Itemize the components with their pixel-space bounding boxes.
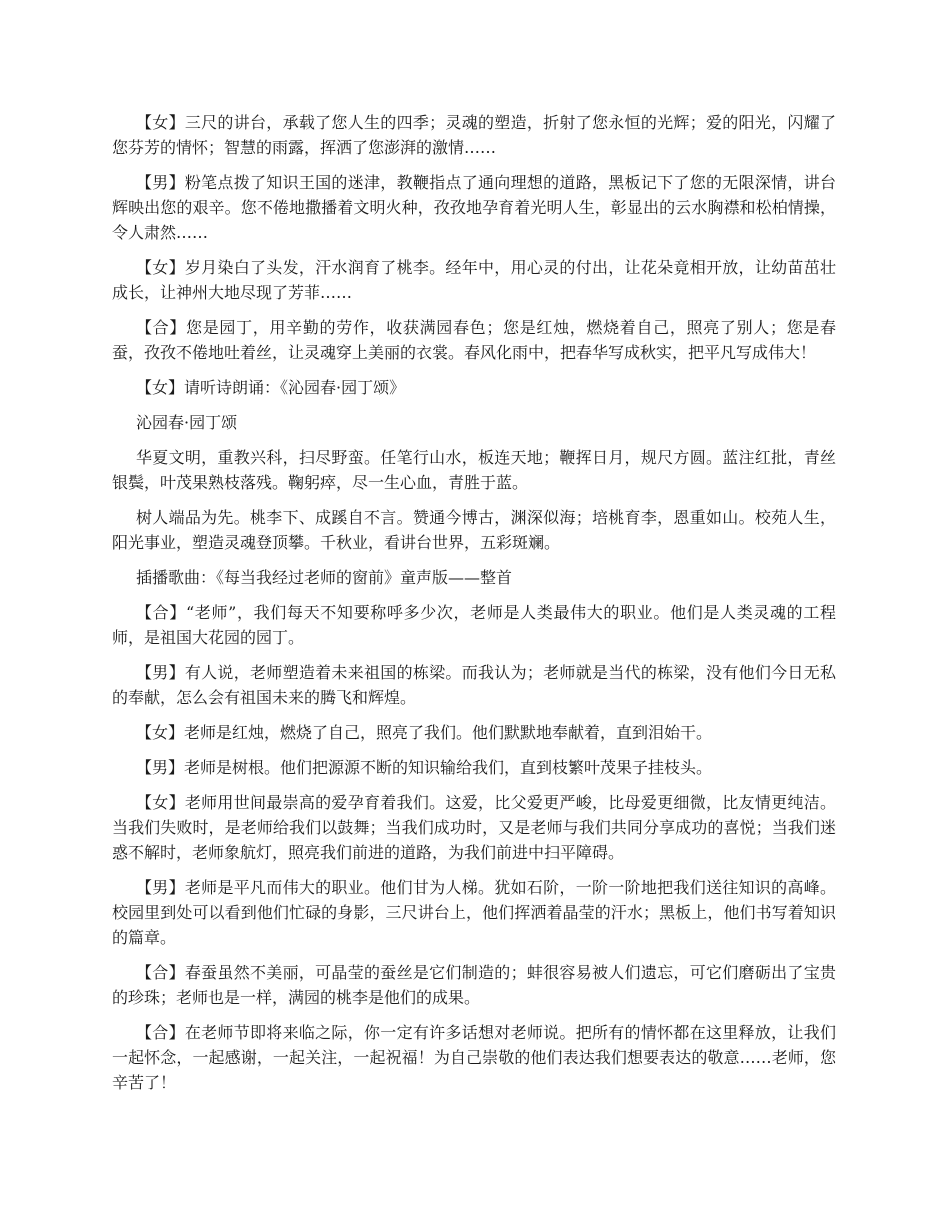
paragraph-chorus-silkworm: 【合】春蚕虽然不美丽，可晶莹的蚕丝是它们制造的；蚌很容易被人们遗忘，可它们磨砺出了宝贵的珍珠；老师也是一样，满园的桃李是他们的成果。: [112, 963, 836, 1007]
paragraph-song-insert: 插播歌曲：《每当我经过老师的窗前》童声版——整首: [136, 568, 513, 587]
paragraph-male-chalk: 【男】粉笔点拨了知识王国的迷津，教鞭指点了通向理想的道路，黑板记下了您的无限深情，讲台辉映出您的艰辛。您不倦地撒播着文明火种，孜孜地孕育着光明人生，彰显出的云水胸襟和松柏情操，令人肃然……: [112, 173, 836, 242]
poem-title: 沁园春·园丁颂: [136, 413, 238, 432]
paragraph-female-years: 【女】岁月染白了头发，汗水润育了桃李。经年中，用心灵的付出，让花朵竟相开放，让幼苗茁壮成长，让神州大地尽现了芳菲……: [112, 258, 836, 302]
poem-stanza-2: 树人端品为先。桃李下、成蹊自不言。赞通今博古，渊深似海；培桃育李，恩重如山。校苑人生，阳光事业，塑造灵魂登顶攀。千秋业，看讲台世界，五彩斑斓。: [112, 508, 836, 552]
paragraph-chorus-closing: 【合】在老师节即将来临之际，你一定有许多话想对老师说。把所有的情怀都在这里释放，让我们一起怀念，一起感谢，一起关注，一起祝福！为自己崇敬的他们表达我们想要表达的敬意……老师，您辛苦了！: [112, 1023, 836, 1092]
paragraph-poem-intro: 【女】请听诗朗诵：《沁园春·园丁颂》: [136, 378, 406, 397]
document-page: [112, 110, 836, 1105]
paragraph-female-lectern: 【女】三尺的讲台，承载了您人生的四季；灵魂的塑造，折射了您永恒的光辉；爱的阳光，闪耀了您芬芳的情怀；智慧的雨露，挥洒了您澎湃的激情……: [112, 113, 836, 157]
poem-stanza-1: 华夏文明，重教兴科，扫尽野蛮。任笔行山水，板连天地；鞭挥日月，规尺方圆。蓝注红批，青丝银鬓，叶茂果熟枝落残。鞠躬瘁，尽一生心血，青胜于蓝。: [112, 448, 836, 492]
paragraph-female-candle: 【女】老师是红烛，燃烧了自己，照亮了我们。他们默默地奉献着，直到泪始干。: [136, 723, 713, 742]
paragraph-chorus-teacher: 【合】“老师”，我们每天不知要称呼多少次，老师是人类最伟大的职业。他们是人类灵魂的工程师，是祖国大花园的园丁。: [112, 603, 836, 647]
paragraph-male-pillar: 【男】有人说，老师塑造着未来祖国的栋梁。而我认为；老师就是当代的栋梁，没有他们今日无私的奉献，怎么会有祖国未来的腾飞和辉煌。: [112, 663, 836, 707]
paragraph-female-love: 【女】老师用世间最崇高的爱孕育着我们。这爱，比父爱更严峻，比母爱更细微，比友情更纯洁。当我们失败时，是老师给我们以鼓舞；当我们成功时，又是老师与我们共同分享成功的喜悦；当我们迷惑不解时，老师象航灯，照亮我们前进的道路，为我们前进中扫平障碍。: [112, 793, 836, 862]
paragraph-male-ladder: 【男】老师是平凡而伟大的职业。他们甘为人梯。犹如石阶，一阶一阶地把我们送往知识的高峰。校园里到处可以看到他们忙碌的身影，三尺讲台上，他们挥洒着晶莹的汗水；黑板上，他们书写着知识的篇章。: [112, 878, 836, 947]
paragraph-male-root: 【男】老师是树根。他们把源源不断的知识输给我们，直到枝繁叶茂果子挂枝头。: [136, 758, 713, 777]
paragraph-chorus-gardener: 【合】您是园丁，用辛勤的劳作，收获满园春色；您是红烛，燃烧着自己，照亮了别人；您是春蚕，孜孜不倦地吐着丝，让灵魂穿上美丽的衣裳。春风化雨中，把春华写成秋实，把平凡写成伟大！: [112, 318, 836, 362]
